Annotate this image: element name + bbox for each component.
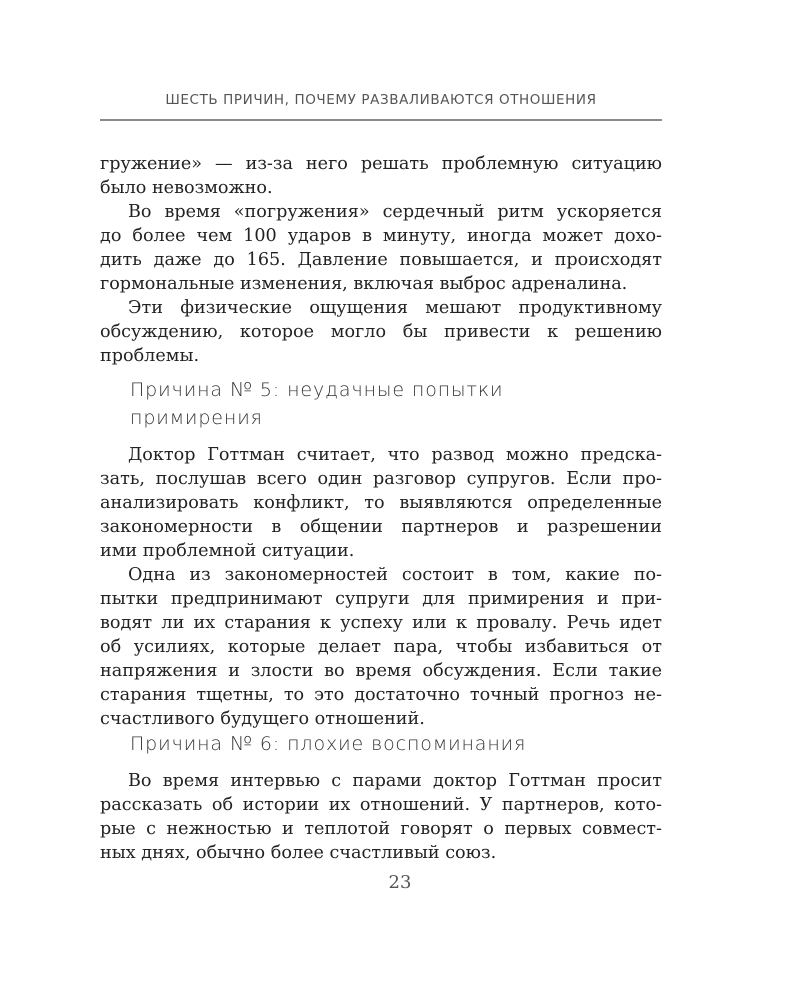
header-rule: [100, 119, 662, 121]
text-line: напряжения и злости во время обсуждения. Если такие: [100, 661, 662, 681]
running-head: ШЕСТЬ ПРИЧИН, ПОЧЕМУ РАЗВАЛИВАЮТСЯ ОТНОШЕНИЯ: [165, 92, 597, 108]
text-line: обсуждению, которое могло бы привести к решению: [100, 322, 662, 342]
text-line: проблемы.: [100, 346, 200, 366]
text-line: дить даже до 165. Давление повышается, и происходят: [100, 250, 662, 270]
section-heading: Причина № 5: неудачные попытки: [130, 379, 504, 401]
text-line: счастливого будущего отношений.: [100, 709, 425, 729]
text-line: пытки предпринимают супруги для примирения и при-: [100, 589, 662, 609]
text-line: анализировать конфликт, то выявляются определенные: [100, 493, 662, 513]
text-line: зать, послушав всего один разговор супругов. Если про-: [100, 469, 662, 489]
text-line: ими проблемной ситуации.: [100, 541, 355, 561]
text-line: Одна из закономерностей состоит в том, какие по-: [128, 565, 662, 585]
section-heading: Причина № 6: плохие воспоминания: [130, 733, 527, 755]
section-heading: примирения: [130, 407, 263, 429]
text-line: рые с нежностью и теплотой говорят о первых совмест-: [100, 819, 662, 839]
text-line: закономерности в общении партнеров и разрешении: [100, 517, 662, 537]
text-line: Эти физические ощущения мешают продуктивному: [128, 298, 662, 318]
text-line: ных днях, обычно более счастливый союз.: [100, 843, 497, 863]
text-line: гружение» — из-за него решать проблемную ситуацию: [100, 154, 662, 174]
text-line: до более чем 100 ударов в минуту, иногда может дохо-: [100, 226, 662, 246]
text-line: гормональные изменения, включая выброс адреналина.: [100, 274, 628, 294]
text-line: рассказать об истории их отношений. У партнеров, кото-: [100, 795, 662, 815]
text-line: об усилиях, которые делает пара, чтобы избавиться от: [100, 637, 662, 657]
text-line: было невозможно.: [100, 178, 273, 198]
page-number: 23: [388, 872, 412, 893]
text-line: старания тщетны, то это достаточно точный прогноз не-: [100, 685, 662, 705]
text-line: Во время интервью с парами доктор Готтман просит: [128, 771, 662, 791]
text-line: водят ли их старания к успеху или к провалу. Речь идет: [100, 613, 662, 633]
text-line: Во время «погружения» сердечный ритм ускоряется: [128, 202, 662, 222]
text-line: Доктор Готтман считает, что развод можно предска-: [128, 445, 662, 465]
